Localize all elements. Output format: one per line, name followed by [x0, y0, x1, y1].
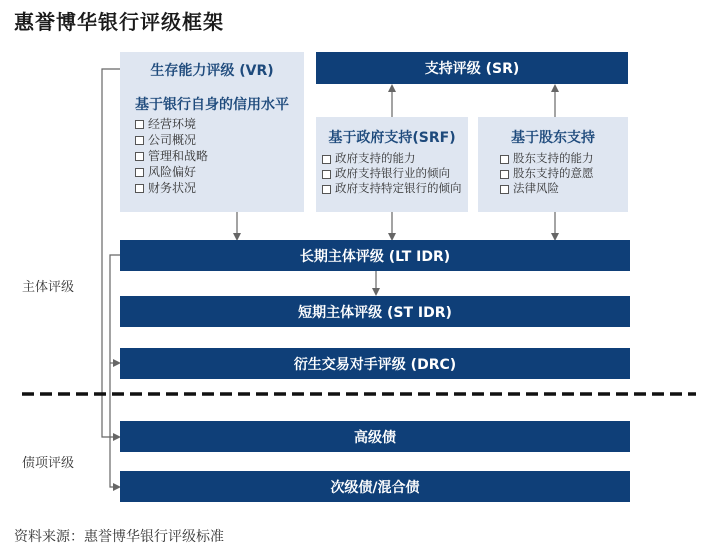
sr-bar: 支持评级 (SR)	[316, 52, 628, 84]
side-label-debt: 债项评级	[22, 456, 75, 471]
bracket-vr-to-senior	[102, 69, 120, 437]
list-item: 管理和战略	[135, 148, 304, 164]
shareholder-list	[500, 151, 624, 196]
shareholder-heading: 基于股东支持	[511, 130, 595, 146]
vr-subheading: 基于银行自身的信用水平	[135, 97, 289, 113]
list-item: 政府支持的能力	[322, 151, 464, 166]
bracket-lt-to-sub	[110, 255, 120, 487]
source-note: 资料来源：惠誉博华银行评级标准	[14, 529, 224, 545]
st-idr-bar: 短期主体评级 (ST IDR)	[120, 296, 630, 327]
side-label-entity: 主体评级	[22, 280, 75, 295]
vr-heading: 生存能力评级 (VR)	[150, 63, 274, 79]
list-item: 风险偏好	[135, 164, 304, 180]
page-title: 惠誉博华银行评级框架	[14, 10, 224, 34]
list-item: 经营环境	[135, 116, 304, 132]
senior-debt-bar: 高级债	[120, 421, 630, 452]
list-item: 公司概况	[135, 132, 304, 148]
lt-idr-bar: 长期主体评级 (LT IDR)	[120, 240, 630, 271]
list-item: 政府支持特定银行的倾向	[322, 181, 464, 196]
srf-box	[316, 117, 468, 212]
srf-list	[322, 151, 464, 196]
drc-bar: 衍生交易对手评级 (DRC)	[120, 348, 630, 379]
list-item: 股东支持的能力	[500, 151, 624, 166]
list-item: 股东支持的意愿	[500, 166, 624, 181]
list-item: 法律风险	[500, 181, 624, 196]
vr-box	[120, 52, 304, 212]
subordinated-debt-bar: 次级债/混合债	[120, 471, 630, 502]
list-item: 政府支持银行业的倾向	[322, 166, 464, 181]
shareholder-box	[478, 117, 628, 212]
vr-list	[135, 116, 304, 196]
list-item: 财务状况	[135, 180, 304, 196]
srf-heading: 基于政府支持(SRF)	[328, 130, 456, 146]
